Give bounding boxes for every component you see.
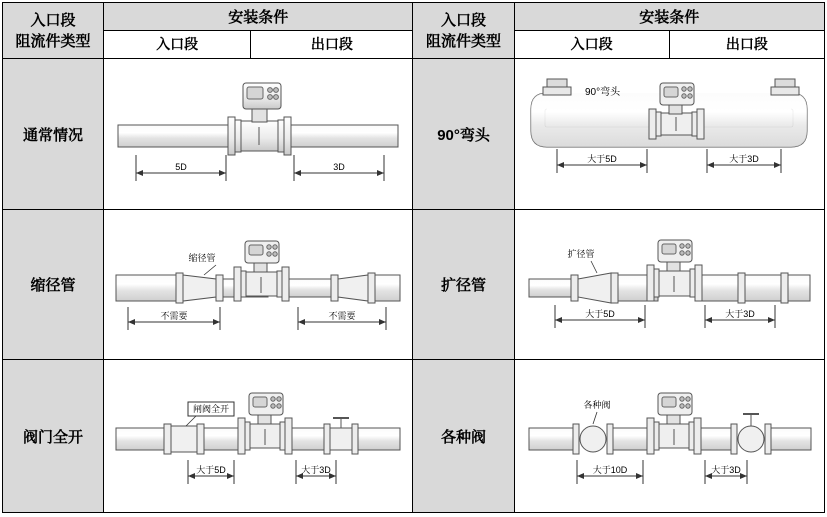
header-line-2b: 阻流件类型 [426, 33, 502, 51]
row-label-elbow-90: 90°弯头 [413, 58, 514, 210]
svg-text:大于5D: 大于5D [585, 308, 616, 319]
installation-conditions-table-figure [0, 2, 827, 517]
row-label-various-valves: 各种阀 [413, 360, 514, 513]
table-header-row-1 [3, 3, 825, 31]
svg-text:缩径管: 缩径管 [188, 252, 216, 263]
installation-conditions-table [2, 2, 825, 513]
header-inlet-obstruction-type-right [413, 3, 514, 59]
diagram-expander [514, 210, 824, 360]
header-install-conditions-left: 安装条件 [104, 3, 413, 31]
header-outlet-section-right: 出口段 [669, 30, 824, 58]
svg-text:大于3D: 大于3D [711, 465, 742, 476]
table-row [3, 58, 825, 210]
header-line-1b: 入口段 [441, 12, 487, 30]
row-label-expander: 扩径管 [413, 210, 514, 360]
diagram-elbow-90 [514, 58, 824, 210]
header-outlet-section-left: 出口段 [251, 30, 413, 58]
diagram-gate-valve-full-open [104, 360, 413, 513]
row-label-reducer: 缩径管 [3, 210, 104, 360]
row-label-normal-case: 通常情况 [3, 58, 104, 210]
header-inlet-section-right: 入口段 [514, 30, 669, 58]
header-line-1: 入口段 [30, 12, 76, 30]
diagram-normal-case [104, 58, 413, 210]
svg-text:5D: 5D [175, 162, 188, 172]
svg-text:3D: 3D [333, 162, 346, 172]
svg-text:不需要: 不需要 [328, 310, 356, 321]
row-label-valve-full-open: 阀门全开 [3, 360, 104, 513]
header-line-2: 阻流件类型 [15, 33, 91, 51]
svg-text:各种阀: 各种阀 [583, 400, 611, 411]
svg-text:大于5D: 大于5D [587, 154, 618, 164]
svg-text:闸阀全开: 闸阀全开 [193, 404, 230, 415]
svg-text:扩径管: 扩径管 [567, 248, 595, 259]
svg-text:大于3D: 大于3D [729, 154, 760, 164]
table-row [3, 360, 825, 513]
header-inlet-obstruction-type-left [3, 3, 104, 59]
header-install-conditions-right: 安装条件 [514, 3, 824, 31]
table-row [3, 210, 825, 360]
diagram-various-valves [514, 360, 824, 513]
svg-text:大于10D: 大于10D [593, 465, 628, 476]
diagram-reducer [104, 210, 413, 360]
header-inlet-section-left: 入口段 [104, 30, 251, 58]
svg-text:大于3D: 大于3D [725, 308, 756, 319]
annotation-elbow: 90°弯头 [585, 87, 621, 98]
svg-text:大于3D: 大于3D [301, 465, 332, 476]
svg-text:大于5D: 大于5D [196, 465, 227, 476]
svg-text:不需要: 不需要 [160, 310, 188, 321]
